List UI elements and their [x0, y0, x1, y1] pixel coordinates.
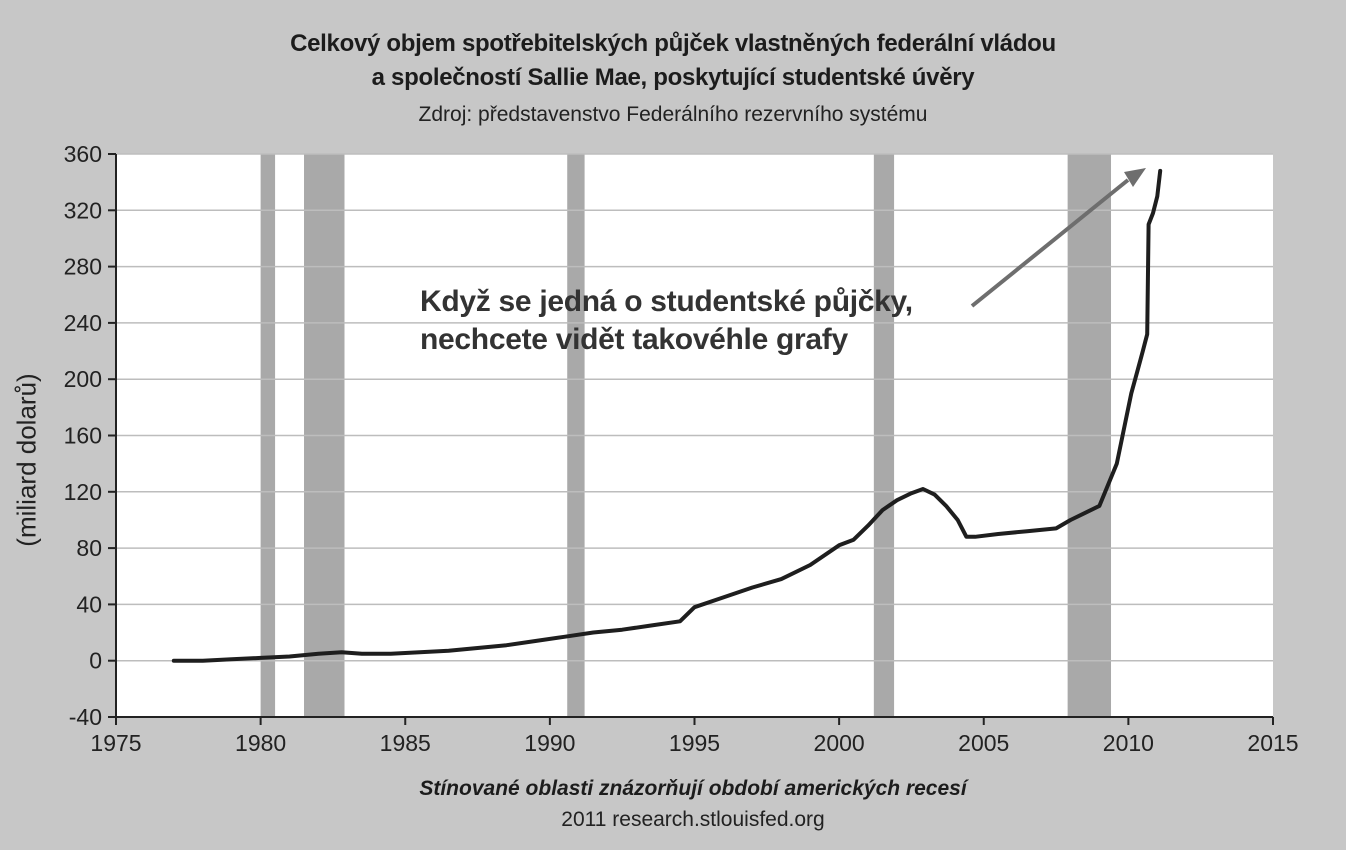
x-tick-label: 2010 [1102, 730, 1154, 756]
annotation-line-1: Když se jedná o studentské půjčky, [420, 285, 913, 318]
y-tick-label: 0 [89, 647, 102, 674]
chart-title-line-2: a společností Sallie Mae, poskytující studentské úvěry [371, 64, 975, 91]
y-tick-label: 240 [63, 309, 102, 336]
y-tick-label: 120 [63, 478, 102, 505]
recession-note: Stínované oblasti znázorňují období amerických recesí [419, 777, 967, 800]
y-tick-label: 80 [76, 535, 102, 562]
chart-title-line-1: Celkový objem spotřebitelských půjček vlastněných federální vládou [290, 30, 1056, 57]
y-tick-label: 360 [63, 141, 102, 167]
y-tick-label: 320 [63, 197, 102, 224]
y-axis-label: (miliard dolarů) [11, 373, 42, 547]
annotation-line-2: nechcete vidět takovéhle grafy [420, 323, 848, 356]
x-tick-label: 1990 [524, 730, 576, 756]
y-tick-label: -40 [68, 704, 102, 730]
x-tick-label: 1995 [668, 730, 721, 756]
y-tick-label: 160 [63, 422, 102, 449]
source-credit: 2011 research.stlouisfed.org [561, 808, 825, 831]
y-tick-label: 200 [63, 366, 102, 393]
y-tick-label: 40 [76, 591, 102, 618]
x-tick-label: 1975 [90, 730, 142, 756]
y-tick-label: 280 [63, 253, 102, 280]
x-tick-label: 2000 [813, 730, 865, 756]
chart-source: Zdroj: představenstvo Federálního rezervního systému [418, 103, 928, 126]
chart-annotation [420, 283, 913, 359]
x-tick-label: 1980 [235, 730, 287, 756]
x-tick-label: 2005 [958, 730, 1010, 756]
x-tick-label: 2015 [1247, 730, 1299, 756]
x-tick-label: 1985 [379, 730, 431, 756]
